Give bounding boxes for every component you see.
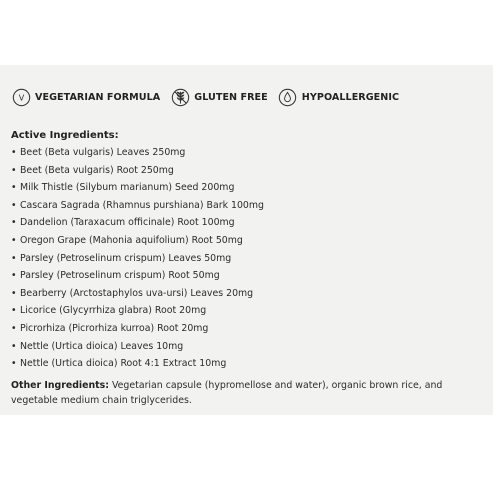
badge-label: GLUTEN FREE: [194, 91, 268, 103]
badge-label: HYPOALLERGENIC: [301, 91, 400, 103]
ingredient-text: Oregon Grape (Mahonia aquifolium) Root 50mg: [20, 234, 243, 246]
ingredient-list: [11, 144, 481, 373]
bullet: •: [11, 287, 17, 299]
list-item: [11, 250, 481, 268]
list-item: [11, 302, 481, 320]
badge-hypoallergenic: [278, 87, 399, 107]
list-item: [11, 267, 481, 285]
ingredient-text: Milk Thistle (Silybum marianum) Seed 200mg: [20, 182, 235, 194]
ingredient-text: Beet (Beta vulgaris) Root 250mg: [20, 164, 174, 176]
list-item: [11, 214, 481, 232]
active-ingredients: [11, 129, 481, 373]
list-item: [11, 232, 481, 250]
ingredient-text: Dandelion (Taraxacum officinale) Root 100mg: [20, 217, 235, 229]
other-ingredients-title: Other Ingredients:: [11, 380, 109, 391]
badge-gluten-free: [170, 87, 268, 107]
badge-vegetarian: [11, 87, 160, 107]
list-item: [11, 144, 481, 162]
ingredient-text: Beet (Beta vulgaris) Leaves 250mg: [20, 147, 186, 158]
bullet: •: [11, 234, 17, 246]
drop-circle-icon: [278, 87, 298, 107]
bullet: •: [11, 305, 17, 317]
wheat-crossed-icon: [170, 87, 190, 107]
ingredient-text: Cascara Sagrada (Rhamnus purshiana) Bark 100mg: [20, 199, 264, 211]
ingredient-text: Parsley (Petroselinum crispum) Root 50mg: [20, 270, 220, 282]
bullet: •: [11, 217, 17, 229]
bullet: •: [11, 164, 17, 176]
active-ingredients-title: Active Ingredients:: [11, 130, 119, 141]
badge-row: [11, 86, 409, 108]
bullet: •: [11, 199, 17, 211]
bullet: •: [11, 340, 17, 352]
other-ingredients: [11, 379, 481, 408]
bullet: •: [11, 182, 17, 194]
list-item: [11, 197, 481, 215]
ingredient-text: Picrorhiza (Picrorhiza kurroa) Root 20mg: [20, 322, 209, 334]
badge-label: VEGETARIAN FORMULA: [35, 91, 161, 103]
bullet: •: [11, 358, 17, 370]
ingredient-text: Nettle (Urtica dioica) Leaves 10mg: [20, 340, 184, 352]
list-item: [11, 162, 481, 180]
other-ingredients-text: Vegetarian capsule (hypromellose and water), organic brown rice, and vegetable medium chain triglycerides.: [11, 380, 443, 406]
bullet: •: [11, 147, 17, 158]
bullet: •: [11, 252, 17, 264]
list-item: [11, 355, 481, 373]
ingredient-text: Licorice (Glycyrrhiza glabra) Root 20mg: [20, 305, 207, 317]
list-item: [11, 179, 481, 197]
ingredient-text: Nettle (Urtica dioica) Root 4:1 Extract 10mg: [20, 358, 227, 370]
bullet: •: [11, 322, 17, 334]
list-item: [11, 285, 481, 303]
ingredient-text: Bearberry (Arctostaphylos uva-ursi) Leaves 20mg: [20, 287, 254, 299]
v-circle-icon-letter: V: [18, 93, 24, 103]
bullet: •: [11, 270, 17, 282]
list-item: [11, 320, 481, 338]
v-circle-icon: [11, 87, 31, 107]
list-item: [11, 338, 481, 356]
ingredient-text: Parsley (Petroselinum crispum) Leaves 50mg: [20, 252, 232, 264]
